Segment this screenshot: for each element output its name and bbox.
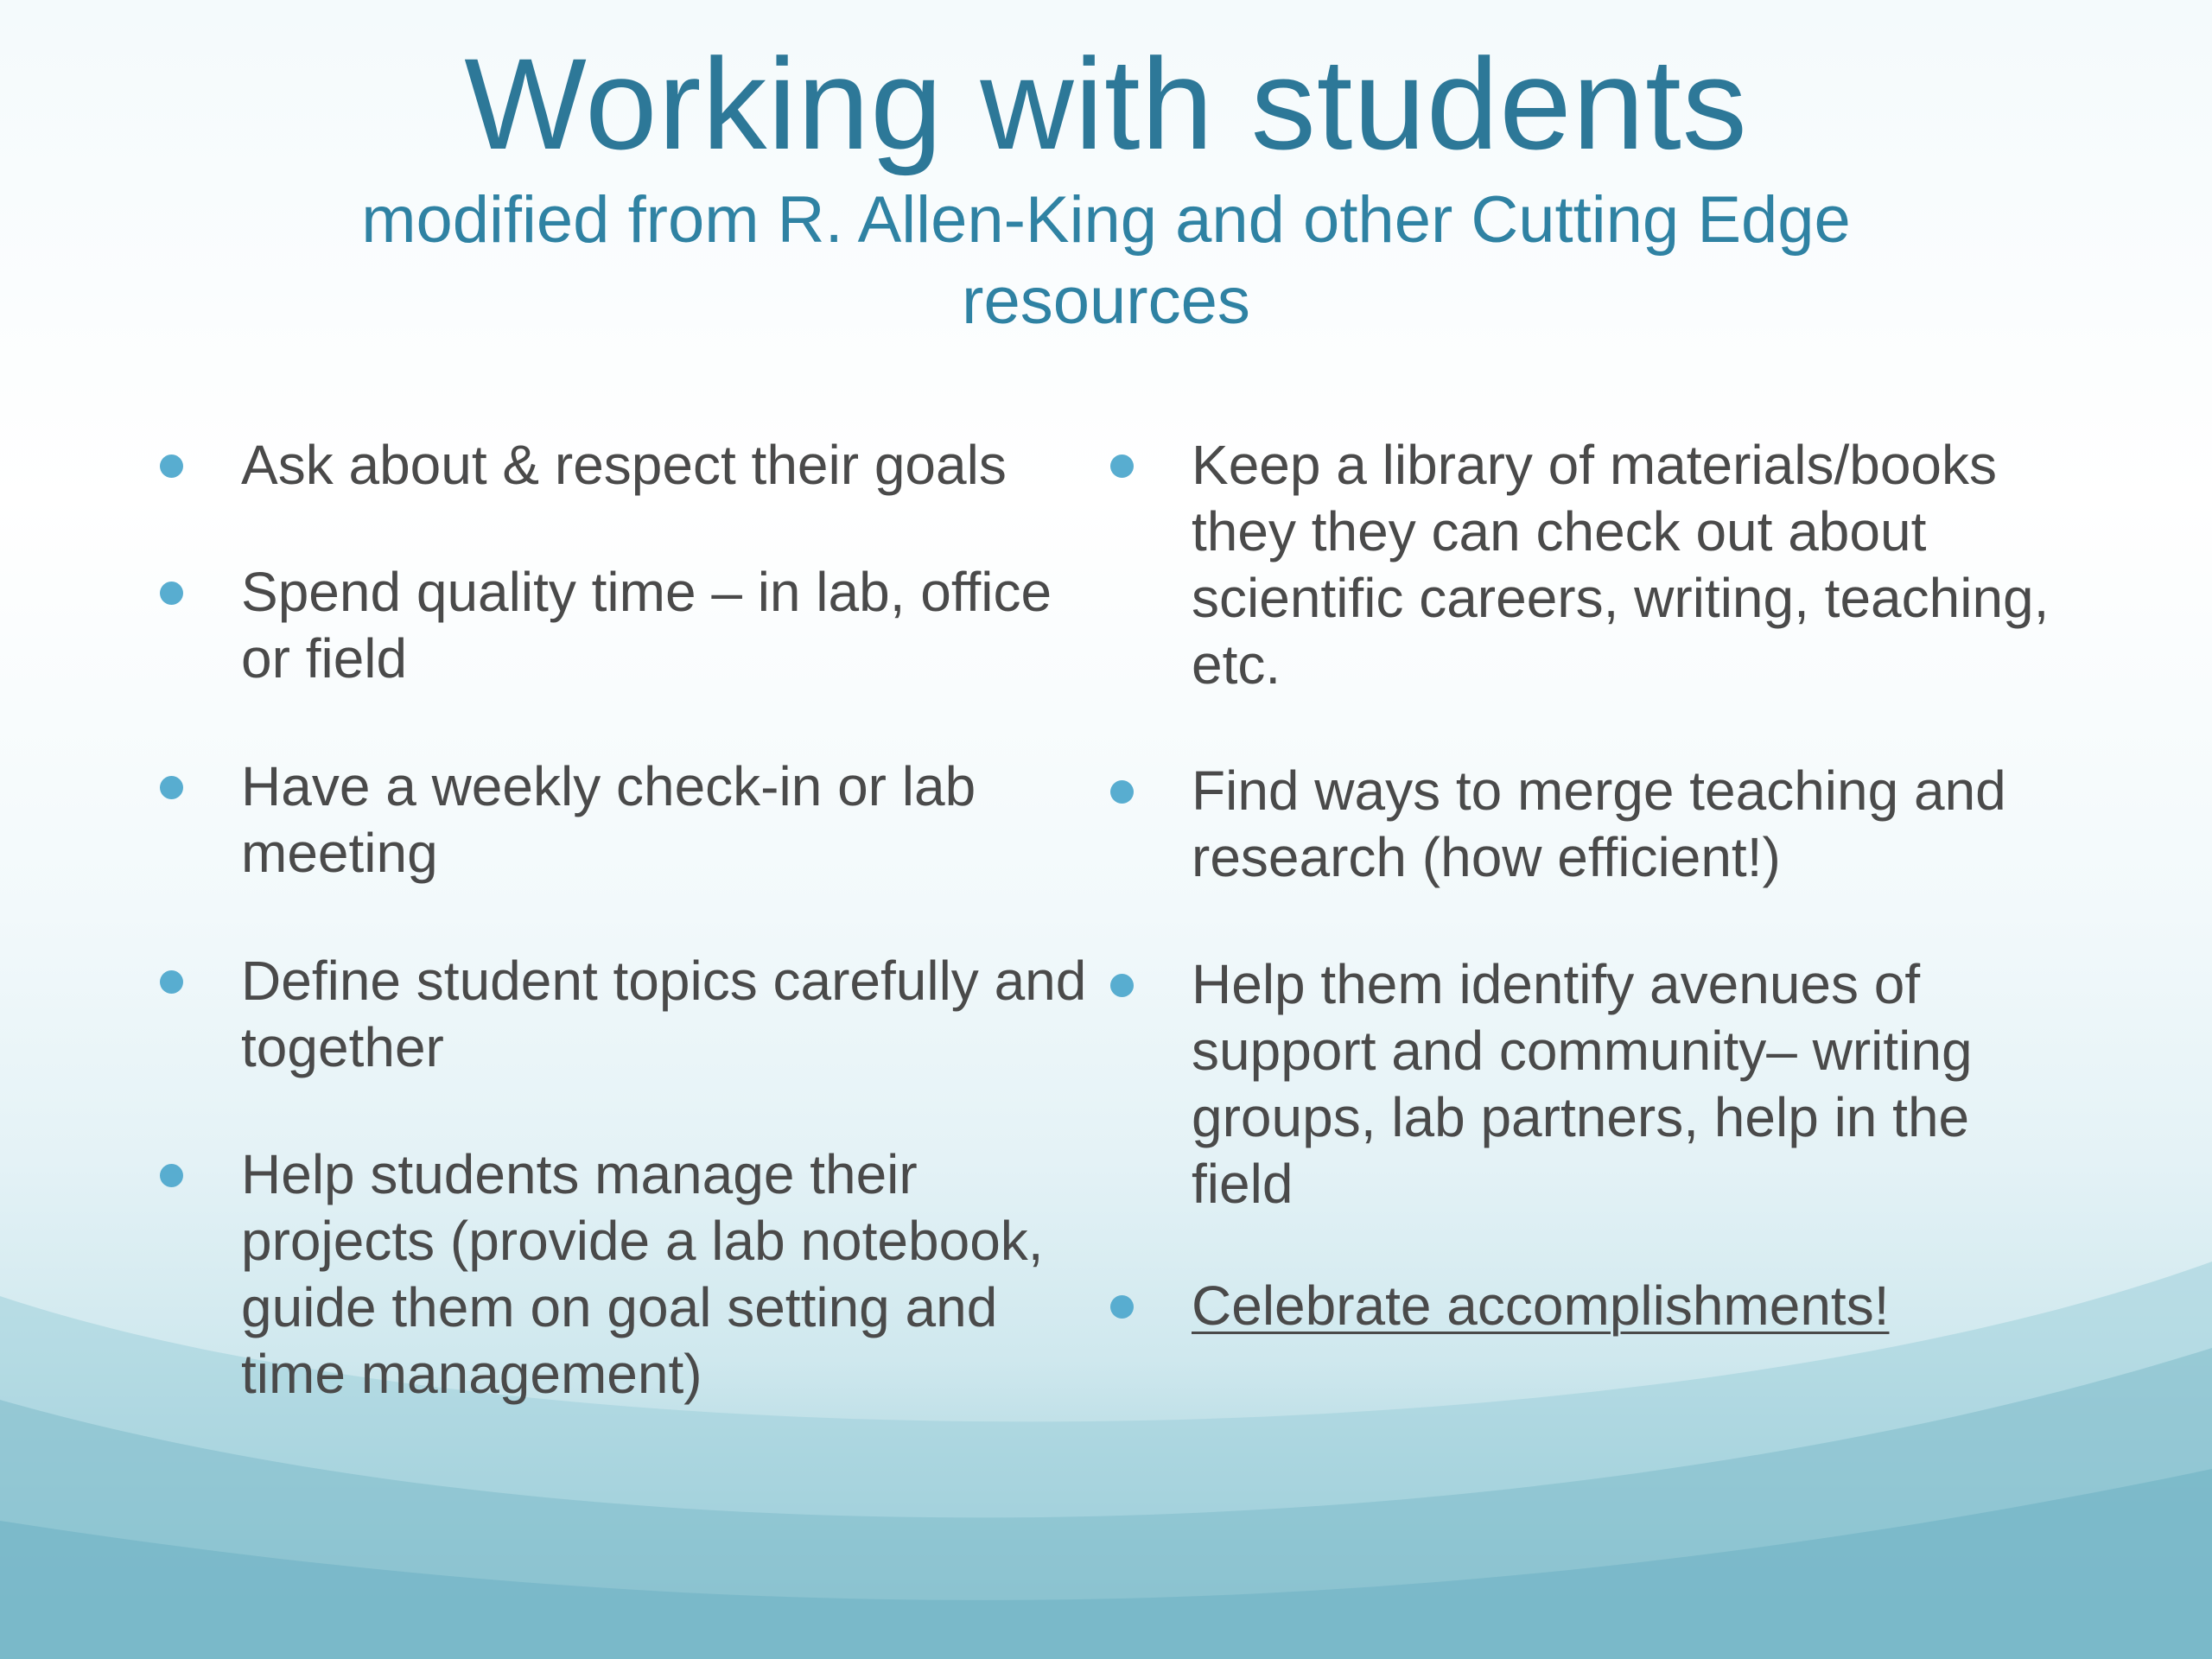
bullet-icon xyxy=(1110,1295,1134,1319)
slide-subtitle: modified from R. Allen-King and other Cutting Edge resources xyxy=(361,183,1851,338)
list-item-text: Find ways to merge teaching and research (how efficient!) xyxy=(1192,760,2006,888)
bullet-icon xyxy=(160,970,183,994)
celebrate-link[interactable]: Celebrate accomplishments! xyxy=(1192,1274,1890,1337)
list-item-text: Have a weekly check-in or lab meeting xyxy=(241,755,976,884)
bullet-icon xyxy=(1110,974,1134,997)
list-item-text: Ask about & respect their goals xyxy=(241,434,1007,496)
list-item-text: Spend quality time – in lab, office or field xyxy=(241,561,1052,690)
list-item-text: Help them identify avenues of support and community– writing groups, lab partners, help in the field xyxy=(1192,953,1973,1215)
bullet-icon xyxy=(160,582,183,605)
list-item-text: Define student topics carefully and together xyxy=(241,950,1087,1078)
list-item-text: Keep a library of materials/books they they can check out about scientific careers, writing, teaching, etc. xyxy=(1192,434,2050,696)
bullet-icon xyxy=(160,1164,183,1187)
list-item-text: Help students manage their projects (provide a lab notebook, guide them on goal setting and time management) xyxy=(241,1143,1044,1405)
bullet-icon xyxy=(160,776,183,799)
bullet-icon xyxy=(1110,454,1134,478)
slide-title: Working with students xyxy=(464,31,1748,176)
bullet-icon xyxy=(160,454,183,478)
bullet-icon xyxy=(1110,780,1134,804)
